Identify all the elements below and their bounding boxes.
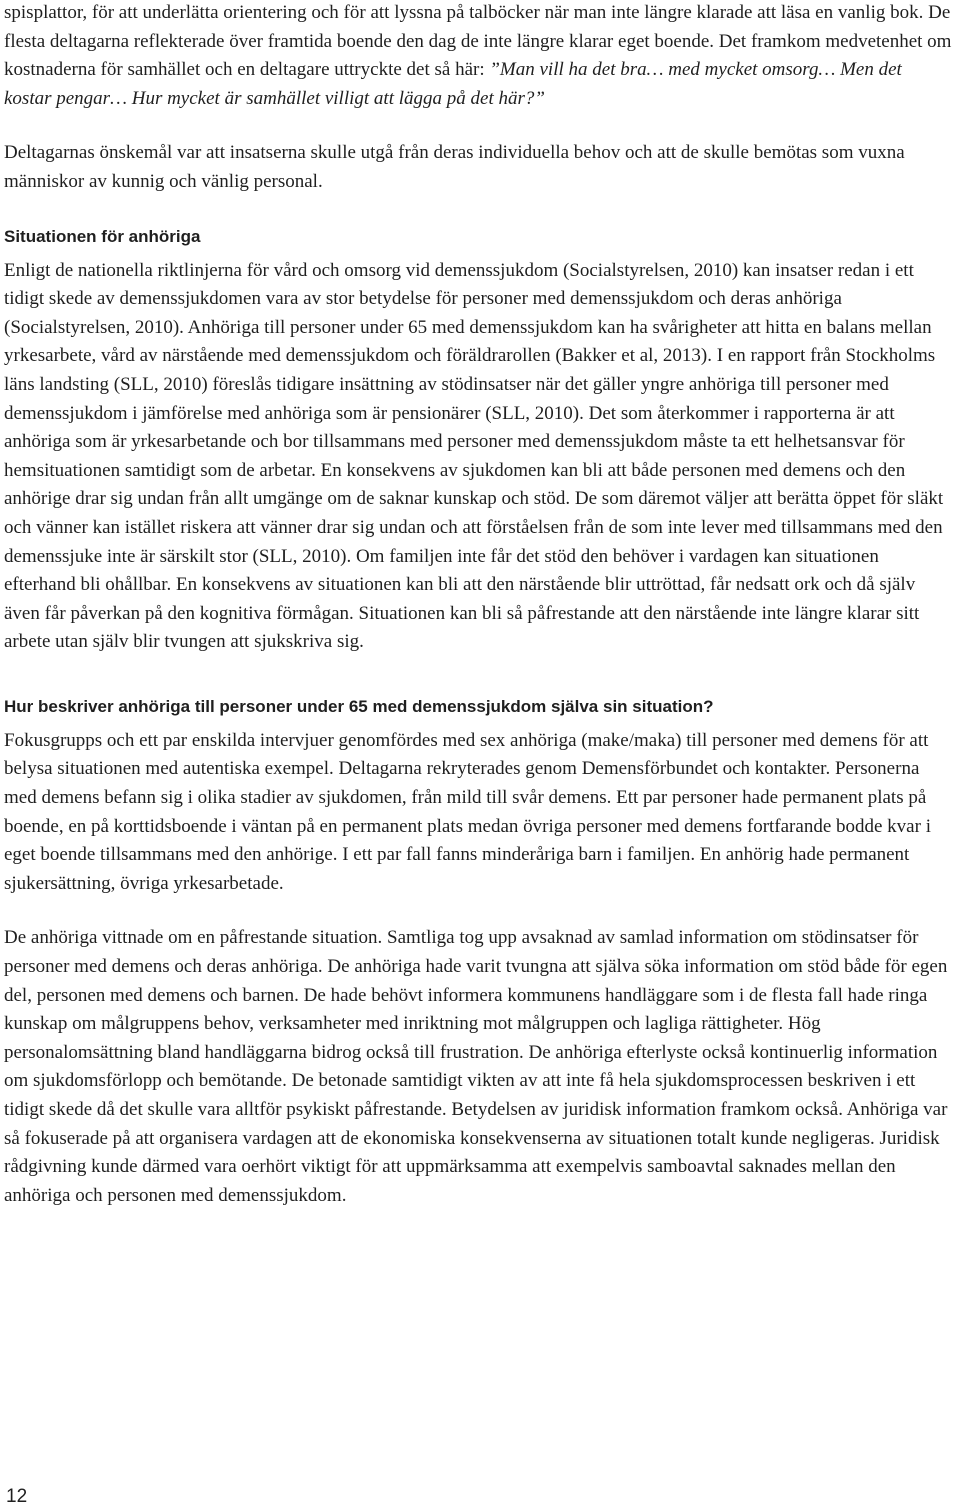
participant-quote: ”Man vill ha det bra… med mycket omsorg… Men det kostar pengar… Hur mycket är samhället villigt att lägga på det här?” <box>4 59 902 109</box>
heading-relatives-description: Hur beskriver anhöriga till personer under 65 med demenssjukdom själva sin situation? <box>4 696 714 716</box>
paragraph-relatives-testimony: De anhöriga vittnade om en påfrestande situation. Samtliga tog upp avsaknad av samlad information om stödinsatser för personer med demens och deras anhöriga. De anhöriga hade varit tvungna att själva söka information om stöd både för egen del, personen med demens och barnen. De hade behövt informera kommunens handläggare som i de flesta fall hade ringa kunskap om målgruppens behov, verksamheter med inriktning mot målgruppen och lagliga rättigheter. Hög personalomsättning bland handläggarna bidrog också till frustration. De anhöriga efterlyste också kontinuerlig information om sjukdomsförlopp och bemötande. De betonade samtidigt vikten av att inte få hela sjukdomsprocessen beskriven i ett tidigt skede då det skulle vara alltför psykiskt påfrestande. Betydelsen av juridisk information framkom också. Anhöriga var så fokuserade på att organisera vardagen att de ekonomiska konsekvenserna av situationen totalt kunde negligeras. Juridisk rådgivning kunde därmed vara oerhört viktigt för att uppmärksamma att exempelvis samboavtal saknades mellan den anhöriga och personen med demenssjukdom. <box>4 927 948 1206</box>
paragraph-intro-text: spisplattor, för att underlätta orientering och för att lyssna på talböcker när man inte längre klarade att läsa en vanlig bok. De flesta deltagarna reflekterade över framtida boende den dag de inte längre klarar eget boende. Det framkom medvetenhet om kostnaderna för samhället och en deltagare uttryckte det så här: <box>4 2 952 81</box>
paragraph-wishes: Deltagarnas önskemål var att insatserna skulle utgå från deras individuella behov och att de skulle bemötas som vuxna människor av kunnig och vänlig personal. <box>4 142 905 192</box>
document-page <box>4 0 952 1210</box>
page-number: 12 <box>6 1486 28 1507</box>
paragraph-situation-relatives: Enligt de nationella riktlinjerna för vård och omsorg vid demenssjukdom (Socialstyrelsen, 2010) kan insatser redan i ett tidigt skede av demenssjukdomen vara av stor betydelse för personer med demenssjukdom och deras anhöriga (Socialstyrelsen, 2010). Anhöriga till personer under 65 med demenssjukdom kan ha svårigheter att hitta en balans mellan yrkesarbete, vård av närstående med demenssjukdom och föräldrarollen (Bakker et al, 2013). I en rapport från Stockholms läns landsting (SLL, 2010) föreslås tidigare insättning av stödinsatser när det gäller yngre anhöriga till personer med demenssjukdom i jämförelse med anhöriga som är pensionärer (SLL, 2010). Det som återkommer i rapporterna är att anhöriga som är yrkesarbetande och bor tillsammans med personer med demenssjukdom måste ta ett helhetsansvar för hemsituationen samtidigt som de arbetar. En konsekvens av sjukdomen kan bli att både personen med demens och den anhörige drar sig undan från allt umgänge om de saknar kunskap och stöd. De som däremot väljer att berätta öppet för släkt och vänner kan istället riskera att vänner drar sig undan och att förståelsen från de som inte lever med tillsammans med den demenssjuke inte är särskilt stor (SLL, 2010). Om familjen inte får det stöd den behöver i vardagen kan situationen efterhand bli ohållbar. En konsekvens av situationen kan bli att den närstående blir uttröttad, får nedsatt ork och då själv även får påverkan på den kognitiva förmågan. Situationen kan bli så påfrestande att den närstående inte längre klarar sitt arbete utan själv blir tvungen att sjukskriva sig. <box>4 259 944 653</box>
heading-situation-relatives: Situationen för anhöriga <box>4 226 201 246</box>
paragraph-intro <box>4 0 952 113</box>
paragraph-focus-groups: Fokusgrupps och ett par enskilda intervjuer genomfördes med sex anhöriga (make/maka) till personer med demens för att belysa situationen med autentiska exempel. Deltagarna rekryterades genom Demensförbundet och kontakter. Personerna med demens befann sig i olika stadier av sjukdomen, från mild till svår demens. Ett par personer hade permanent plats på boende, en på korttidsboende i väntan på en permanent plats medan övriga personer med demens fortfarande bodde kvar i eget boende tillsammans med den anhörige. I ett par fall fanns minderåriga barn i familjen. En anhörig hade permanent sjukersättning, övriga yrkesarbetade. <box>4 729 931 894</box>
